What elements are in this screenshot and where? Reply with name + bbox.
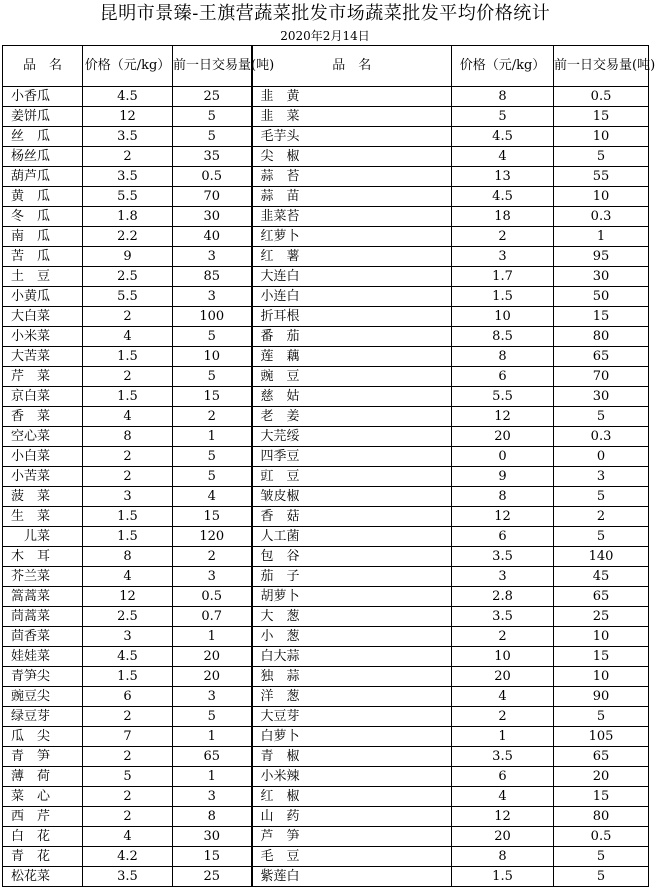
vegetable-name-left: 西 芹 <box>3 807 83 827</box>
vegetable-name-left: 杨丝瓜 <box>3 147 83 167</box>
header-volume-right: 前一日交易量(吨) <box>554 46 649 87</box>
volume-right: 3 <box>554 467 649 487</box>
vegetable-name-right: 毛芋头 <box>252 127 452 147</box>
volume-right: 50 <box>554 287 649 307</box>
table-row <box>3 227 649 247</box>
vegetable-name-left: 小白菜 <box>3 447 83 467</box>
vegetable-name-right: 大豆芽 <box>252 707 452 727</box>
price-left: 2 <box>83 787 173 807</box>
price-right: 2 <box>452 627 554 647</box>
vegetable-name-left: 小香瓜 <box>3 87 83 107</box>
price-right: 1.7 <box>452 267 554 287</box>
price-right: 3.5 <box>452 747 554 767</box>
price-left: 3 <box>83 487 173 507</box>
table-row <box>3 427 649 447</box>
volume-right: 0.5 <box>554 87 649 107</box>
volume-left: 1 <box>173 727 252 747</box>
price-right: 3 <box>452 567 554 587</box>
price-right: 12 <box>452 407 554 427</box>
vegetable-name-left: 芥兰菜 <box>3 567 83 587</box>
vegetable-name-left: 白 花 <box>3 827 83 847</box>
vegetable-name-right: 四季豆 <box>252 447 452 467</box>
volume-left: 40 <box>173 227 252 247</box>
vegetable-name-right: 尖 椒 <box>252 147 452 167</box>
volume-right: 30 <box>554 267 649 287</box>
vegetable-name-left: 黄 瓜 <box>3 187 83 207</box>
volume-right: 80 <box>554 327 649 347</box>
vegetable-name-right: 白萝卜 <box>252 727 452 747</box>
price-right: 2 <box>452 227 554 247</box>
volume-left: 0.5 <box>173 587 252 607</box>
volume-left: 3 <box>173 687 252 707</box>
table-row <box>3 747 649 767</box>
volume-right: 5 <box>554 527 649 547</box>
price-right: 1.5 <box>452 287 554 307</box>
price-right: 4.5 <box>452 187 554 207</box>
vegetable-name-left: 空心菜 <box>3 427 83 447</box>
price-left: 4.5 <box>83 647 173 667</box>
vegetable-name-right: 皱皮椒 <box>252 487 452 507</box>
price-right: 8 <box>452 347 554 367</box>
price-right: 1.5 <box>452 867 554 887</box>
price-right: 6 <box>452 367 554 387</box>
vegetable-name-left: 南 瓜 <box>3 227 83 247</box>
price-left: 2 <box>83 367 173 387</box>
price-left: 2.2 <box>83 227 173 247</box>
volume-right: 25 <box>554 607 649 627</box>
table-row <box>3 167 649 187</box>
volume-right: 80 <box>554 807 649 827</box>
volume-right: 5 <box>554 487 649 507</box>
volume-left: 3 <box>173 787 252 807</box>
vegetable-name-left: 土 豆 <box>3 267 83 287</box>
volume-right: 1 <box>554 227 649 247</box>
vegetable-name-right: 小米辣 <box>252 767 452 787</box>
price-right: 2.8 <box>452 587 554 607</box>
vegetable-name-right: 红 椒 <box>252 787 452 807</box>
price-right: 4 <box>452 687 554 707</box>
vegetable-name-right: 青 椒 <box>252 747 452 767</box>
price-right: 8 <box>452 847 554 867</box>
volume-right: 65 <box>554 587 649 607</box>
table-body <box>3 87 649 887</box>
volume-right: 65 <box>554 347 649 367</box>
vegetable-name-right: 人工菌 <box>252 527 452 547</box>
vegetable-name-right: 胡萝卜 <box>252 587 452 607</box>
vegetable-name-left: 丝 瓜 <box>3 127 83 147</box>
volume-left: 20 <box>173 667 252 687</box>
vegetable-name-left: 生 菜 <box>3 507 83 527</box>
price-right: 12 <box>452 807 554 827</box>
price-left: 7 <box>83 727 173 747</box>
vegetable-name-right: 蒜 苔 <box>252 167 452 187</box>
table-row <box>3 447 649 467</box>
price-left: 2 <box>83 307 173 327</box>
price-right: 18 <box>452 207 554 227</box>
volume-left: 1 <box>173 627 252 647</box>
table-row <box>3 87 649 107</box>
volume-left: 120 <box>173 527 252 547</box>
price-left: 4 <box>83 407 173 427</box>
table-row <box>3 527 649 547</box>
vegetable-name-right: 大连白 <box>252 267 452 287</box>
volume-left: 85 <box>173 267 252 287</box>
vegetable-name-right: 老 姜 <box>252 407 452 427</box>
vegetable-name-right: 莲 藕 <box>252 347 452 367</box>
volume-left: 10 <box>173 347 252 367</box>
volume-right: 0 <box>554 447 649 467</box>
volume-left: 15 <box>173 847 252 867</box>
table-row <box>3 687 649 707</box>
volume-left: 1 <box>173 427 252 447</box>
vegetable-name-right: 大 葱 <box>252 607 452 627</box>
volume-right: 5 <box>554 847 649 867</box>
vegetable-name-left: 冬 瓜 <box>3 207 83 227</box>
price-left: 1.5 <box>83 527 173 547</box>
volume-left: 2 <box>173 407 252 427</box>
volume-left: 15 <box>173 387 252 407</box>
table-row <box>3 767 649 787</box>
volume-right: 65 <box>554 747 649 767</box>
price-right: 10 <box>452 307 554 327</box>
volume-left: 3 <box>173 287 252 307</box>
table-row <box>3 207 649 227</box>
price-left: 12 <box>83 107 173 127</box>
price-right: 9 <box>452 467 554 487</box>
price-right: 3 <box>452 247 554 267</box>
volume-left: 20 <box>173 647 252 667</box>
vegetable-name-left: 香 菜 <box>3 407 83 427</box>
price-left: 2 <box>83 707 173 727</box>
table-row <box>3 487 649 507</box>
volume-right: 10 <box>554 627 649 647</box>
table-row <box>3 807 649 827</box>
vegetable-name-right: 山 药 <box>252 807 452 827</box>
volume-left: 30 <box>173 827 252 847</box>
price-right: 5 <box>452 107 554 127</box>
vegetable-name-right: 香 菇 <box>252 507 452 527</box>
volume-left: 70 <box>173 187 252 207</box>
vegetable-name-right: 折耳根 <box>252 307 452 327</box>
vegetable-name-left: 苦 瓜 <box>3 247 83 267</box>
price-right: 2 <box>452 707 554 727</box>
volume-right: 2 <box>554 507 649 527</box>
price-right: 8.5 <box>452 327 554 347</box>
table-row <box>3 587 649 607</box>
vegetable-name-right: 慈 姑 <box>252 387 452 407</box>
volume-left: 25 <box>173 87 252 107</box>
vegetable-name-left: 大苦菜 <box>3 347 83 367</box>
volume-left: 15 <box>173 507 252 527</box>
vegetable-name-left: 菜 心 <box>3 787 83 807</box>
price-left: 5.5 <box>83 287 173 307</box>
volume-right: 30 <box>554 387 649 407</box>
vegetable-name-right: 番 茄 <box>252 327 452 347</box>
price-right: 0 <box>452 447 554 467</box>
table-row <box>3 647 649 667</box>
price-left: 2 <box>83 447 173 467</box>
table-row <box>3 787 649 807</box>
table-row <box>3 667 649 687</box>
header-price-left: 价格（元/kg） <box>83 46 173 87</box>
volume-right: 15 <box>554 307 649 327</box>
volume-left: 3 <box>173 567 252 587</box>
vegetable-name-right: 小连白 <box>252 287 452 307</box>
price-left: 2 <box>83 747 173 767</box>
vegetable-name-left: 小黄瓜 <box>3 287 83 307</box>
table-row <box>3 407 649 427</box>
vegetable-name-left: 姜饼瓜 <box>3 107 83 127</box>
table-row <box>3 347 649 367</box>
volume-right: 10 <box>554 127 649 147</box>
table-row <box>3 127 649 147</box>
price-right: 5.5 <box>452 387 554 407</box>
price-left: 1.8 <box>83 207 173 227</box>
vegetable-name-left: 木 耳 <box>3 547 83 567</box>
price-right: 4 <box>452 787 554 807</box>
vegetable-name-right: 包 谷 <box>252 547 452 567</box>
price-right: 8 <box>452 487 554 507</box>
vegetable-name-right: 白大蒜 <box>252 647 452 667</box>
header-volume-left: 前一日交易量(吨) <box>173 46 252 87</box>
volume-left: 5 <box>173 447 252 467</box>
vegetable-name-left: 青 花 <box>3 847 83 867</box>
vegetable-name-left: 茼蒿菜 <box>3 607 83 627</box>
volume-left: 0.7 <box>173 607 252 627</box>
volume-right: 5 <box>554 147 649 167</box>
vegetable-name-left: 瓜 尖 <box>3 727 83 747</box>
volume-right: 90 <box>554 687 649 707</box>
price-left: 9 <box>83 247 173 267</box>
volume-right: 5 <box>554 867 649 887</box>
vegetable-name-left: 松花菜 <box>3 867 83 887</box>
vegetable-name-left: 小苦菜 <box>3 467 83 487</box>
volume-right: 10 <box>554 667 649 687</box>
volume-left: 5 <box>173 367 252 387</box>
price-left: 4 <box>83 327 173 347</box>
table-row <box>3 867 649 887</box>
volume-left: 5 <box>173 707 252 727</box>
volume-right: 0.3 <box>554 207 649 227</box>
table-row <box>3 847 649 867</box>
vegetable-name-left: 芹 菜 <box>3 367 83 387</box>
table-row <box>3 147 649 167</box>
table-row <box>3 307 649 327</box>
vegetable-name-right: 红萝卜 <box>252 227 452 247</box>
volume-right: 0.5 <box>554 827 649 847</box>
price-left: 12 <box>83 587 173 607</box>
price-right: 6 <box>452 527 554 547</box>
volume-right: 15 <box>554 787 649 807</box>
price-right: 6 <box>452 767 554 787</box>
volume-left: 100 <box>173 307 252 327</box>
price-right: 10 <box>452 647 554 667</box>
table-row <box>3 287 649 307</box>
vegetable-name-left: 绿豆芽 <box>3 707 83 727</box>
vegetable-name-left: 青 笋 <box>3 747 83 767</box>
volume-right: 105 <box>554 727 649 747</box>
volume-left: 30 <box>173 207 252 227</box>
vegetable-name-right: 独 蒜 <box>252 667 452 687</box>
volume-left: 5 <box>173 107 252 127</box>
price-left: 3.5 <box>83 167 173 187</box>
price-right: 4.5 <box>452 127 554 147</box>
price-left: 1.5 <box>83 387 173 407</box>
price-left: 1.5 <box>83 347 173 367</box>
volume-left: 5 <box>173 467 252 487</box>
price-right: 13 <box>452 167 554 187</box>
price-right: 20 <box>452 667 554 687</box>
price-right: 12 <box>452 507 554 527</box>
vegetable-name-right: 韭菜苔 <box>252 207 452 227</box>
table-row <box>3 827 649 847</box>
volume-right: 0.3 <box>554 427 649 447</box>
table-row <box>3 327 649 347</box>
volume-left: 2 <box>173 547 252 567</box>
price-right: 8 <box>452 87 554 107</box>
price-left: 2 <box>83 807 173 827</box>
volume-left: 65 <box>173 747 252 767</box>
price-right: 3.5 <box>452 607 554 627</box>
vegetable-name-right: 红 薯 <box>252 247 452 267</box>
table-row <box>3 387 649 407</box>
table-row <box>3 607 649 627</box>
vegetable-name-left: 小米菜 <box>3 327 83 347</box>
vegetable-name-left: 菠 菜 <box>3 487 83 507</box>
vegetable-name-left: 大白菜 <box>3 307 83 327</box>
volume-left: 4 <box>173 487 252 507</box>
vegetable-name-left: 薄 荷 <box>3 767 83 787</box>
price-left: 4.5 <box>83 87 173 107</box>
table-row <box>3 567 649 587</box>
volume-left: 35 <box>173 147 252 167</box>
price-right: 20 <box>452 427 554 447</box>
price-left: 2 <box>83 147 173 167</box>
price-table <box>2 45 655 887</box>
vegetable-name-right: 毛 豆 <box>252 847 452 867</box>
page-title: 昆明市景臻-王旗营蔬菜批发市场蔬菜批发平均价格统计 <box>99 3 551 24</box>
volume-right: 140 <box>554 547 649 567</box>
vegetable-name-left: 豌豆尖 <box>3 687 83 707</box>
price-left: 3.5 <box>83 867 173 887</box>
vegetable-name-right: 芦 笋 <box>252 827 452 847</box>
vegetable-name-left: 篙蒿菜 <box>3 587 83 607</box>
volume-left: 5 <box>173 127 252 147</box>
header-name-left: 品 名 <box>3 46 83 87</box>
report-date: 2020年2月14日 <box>280 29 370 43</box>
table-row <box>3 187 649 207</box>
vegetable-name-left: 京白菜 <box>3 387 83 407</box>
volume-left: 8 <box>173 807 252 827</box>
price-left: 8 <box>83 547 173 567</box>
table-row <box>3 727 649 747</box>
price-left: 4.2 <box>83 847 173 867</box>
table-header-row <box>3 46 649 87</box>
vegetable-name-left: 茴香菜 <box>3 627 83 647</box>
volume-left: 25 <box>173 867 252 887</box>
price-left: 5.5 <box>83 187 173 207</box>
price-right: 1 <box>452 727 554 747</box>
price-left: 4 <box>83 827 173 847</box>
volume-left: 3 <box>173 247 252 267</box>
table-row <box>3 627 649 647</box>
price-left: 1.5 <box>83 507 173 527</box>
price-right: 4 <box>452 147 554 167</box>
volume-right: 70 <box>554 367 649 387</box>
price-left: 1.5 <box>83 667 173 687</box>
vegetable-name-left: 葫芦瓜 <box>3 167 83 187</box>
price-right: 3.5 <box>452 547 554 567</box>
table-row <box>3 467 649 487</box>
volume-right: 5 <box>554 707 649 727</box>
header-name-right: 品 名 <box>252 46 452 87</box>
vegetable-name-right: 韭 黄 <box>252 87 452 107</box>
price-left: 4 <box>83 567 173 587</box>
table-row <box>3 247 649 267</box>
price-left: 2.5 <box>83 607 173 627</box>
vegetable-name-right: 紫莲白 <box>252 867 452 887</box>
vegetable-name-right: 洋 葱 <box>252 687 452 707</box>
vegetable-name-right: 小 葱 <box>252 627 452 647</box>
price-left: 6 <box>83 687 173 707</box>
volume-right: 5 <box>554 407 649 427</box>
price-right: 20 <box>452 827 554 847</box>
price-left: 3.5 <box>83 127 173 147</box>
volume-left: 0.5 <box>173 167 252 187</box>
price-left: 5 <box>83 767 173 787</box>
vegetable-name-left: 儿菜 <box>3 527 83 547</box>
volume-right: 15 <box>554 647 649 667</box>
vegetable-name-left: 青笋尖 <box>3 667 83 687</box>
vegetable-name-right: 韭 菜 <box>252 107 452 127</box>
vegetable-name-right: 豌 豆 <box>252 367 452 387</box>
volume-right: 15 <box>554 107 649 127</box>
volume-right: 45 <box>554 567 649 587</box>
volume-right: 20 <box>554 767 649 787</box>
table-row <box>3 707 649 727</box>
vegetable-name-right: 蒜 苗 <box>252 187 452 207</box>
table-row <box>3 547 649 567</box>
price-left: 2.5 <box>83 267 173 287</box>
volume-right: 55 <box>554 167 649 187</box>
vegetable-name-right: 茄 子 <box>252 567 452 587</box>
volume-right: 95 <box>554 247 649 267</box>
vegetable-name-right: 豇 豆 <box>252 467 452 487</box>
price-left: 8 <box>83 427 173 447</box>
table-row <box>3 507 649 527</box>
vegetable-name-right: 大芫绥 <box>252 427 452 447</box>
table-row <box>3 267 649 287</box>
header-price-right: 价格（元/kg） <box>452 46 554 87</box>
price-left: 2 <box>83 467 173 487</box>
volume-left: 5 <box>173 327 252 347</box>
vegetable-name-left: 娃娃菜 <box>3 647 83 667</box>
price-left: 3 <box>83 627 173 647</box>
table-row <box>3 107 649 127</box>
volume-left: 1 <box>173 767 252 787</box>
table-row <box>3 367 649 387</box>
volume-right: 10 <box>554 187 649 207</box>
